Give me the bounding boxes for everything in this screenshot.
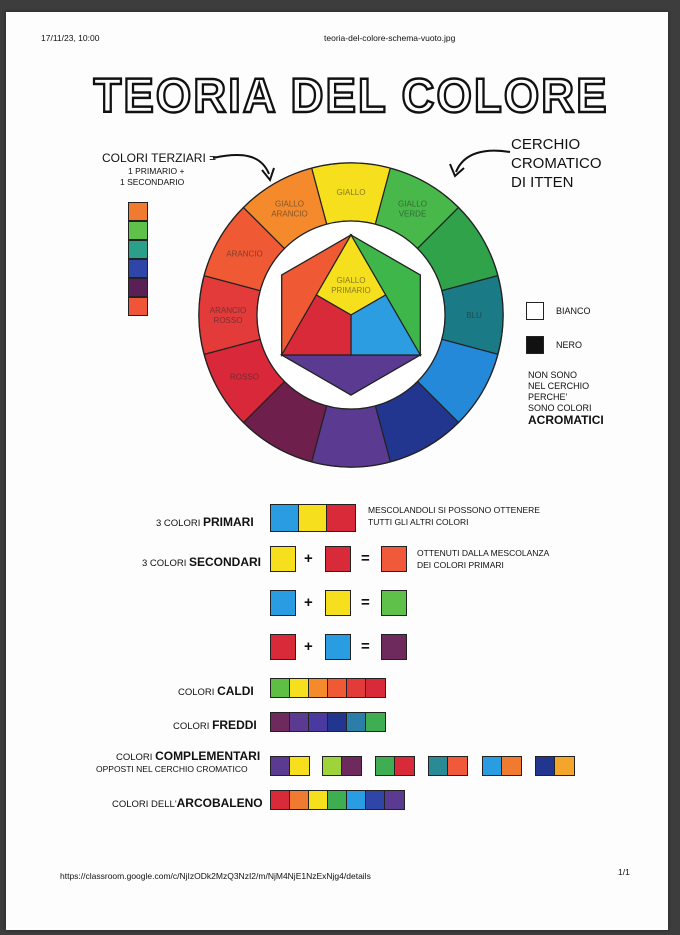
color-swatch [309, 791, 328, 809]
color-swatch [323, 757, 342, 775]
plus-sign: + [304, 550, 313, 567]
white-swatch [526, 302, 544, 320]
color-swatch [429, 757, 448, 775]
terziari-line1: 1 PRIMARIO + [128, 166, 185, 176]
color-swatch [395, 757, 414, 775]
wheel-segment-label: VERDE [398, 209, 427, 219]
color-swatch [290, 679, 309, 697]
primari-note2: TUTTI GLI ALTRI COLORI [368, 517, 469, 527]
black-swatch [526, 336, 544, 354]
color-swatch [290, 791, 309, 809]
caldi-strip [270, 678, 386, 698]
acromatici-l2: NEL CERCHIO [528, 381, 590, 391]
nero-label: NERO [556, 340, 583, 350]
color-swatch [271, 791, 290, 809]
primari-pre: 3 COLORI [156, 518, 203, 529]
color-swatch [366, 791, 385, 809]
terziari-heading: COLORI TERZIARI = [102, 151, 217, 165]
complementary-pair [428, 756, 468, 776]
plus-sign: + [304, 638, 313, 655]
cerchio-line1: CERCHIO [511, 136, 581, 153]
complementari-strong: COMPLEMENTARI [155, 749, 261, 763]
wheel-segment-label: ARANCIO [209, 306, 247, 315]
arcobaleno-label [112, 797, 263, 811]
arcobaleno-strong: ARCOBALENO [176, 796, 263, 810]
wheel-segment-label: ROSSO [213, 316, 243, 325]
secondari-strong: SECONDARI [189, 555, 262, 569]
color-wheel [196, 160, 506, 470]
mix-result [381, 590, 407, 616]
terziari-swatch [128, 297, 148, 316]
mix-color-a [270, 634, 296, 660]
color-swatch [502, 757, 521, 775]
wheel-segment-label: ARANCIO [271, 209, 308, 219]
caldi-label [178, 685, 254, 699]
print-date: 17/11/23, 10:00 [41, 33, 100, 43]
freddi-strong: FREDDI [212, 718, 257, 732]
color-swatch [290, 713, 309, 731]
freddi-strip [270, 712, 386, 732]
secondari-note2: DEI COLORI PRIMARI [417, 560, 504, 570]
complementary-pair [270, 756, 310, 776]
equals-sign: = [361, 638, 370, 655]
color-swatch [328, 713, 347, 731]
primari-label [156, 516, 254, 530]
terziari-swatch [128, 259, 148, 278]
mix-color-b [325, 590, 351, 616]
color-swatch [271, 679, 290, 697]
color-swatch [385, 791, 404, 809]
color-swatch [448, 757, 467, 775]
color-swatch [536, 757, 555, 775]
color-swatch [347, 791, 366, 809]
title-text: TEORIA DEL COLORE [93, 70, 609, 122]
secondari-pre: 3 COLORI [142, 558, 189, 569]
page-title [86, 64, 616, 122]
footer-url: https://classroom.google.com/c/NjIzODk2MzQ3NzI2/m/NjM4NjE1NzExNjg4/details [60, 871, 371, 881]
wheel-segment-label: GIALLO [398, 199, 427, 209]
cerchio-line2: CROMATICO [511, 155, 602, 172]
mix-color-a [270, 590, 296, 616]
complementari-label [116, 750, 260, 764]
terziari-swatch [128, 278, 148, 297]
color-swatch [376, 757, 395, 775]
acromatici-l4: SONO COLORI [528, 403, 592, 413]
primari-strip [270, 504, 356, 532]
freddi-label [173, 719, 257, 733]
color-swatch [342, 757, 361, 775]
acromatici-l5: ACROMATICI [528, 413, 604, 427]
color-swatch [309, 679, 328, 697]
terziari-swatch [128, 221, 148, 240]
wheel-segment-label: ROSSO [230, 372, 259, 382]
freddi-pre: COLORI [173, 721, 213, 732]
terziari-swatch [128, 240, 148, 259]
color-swatch [328, 791, 347, 809]
equals-sign: = [361, 594, 370, 611]
cerchio-line3: DI ITTEN [511, 174, 574, 191]
color-swatch [366, 679, 385, 697]
caldi-strong: CALDI [217, 684, 254, 698]
primari-note1: MESCOLANDOLI SI POSSONO OTTENERE [368, 505, 540, 515]
terziari-swatch [128, 202, 148, 221]
acromatici-l3: PERCHE' [528, 392, 568, 402]
scanned-page [6, 12, 668, 930]
color-swatch [347, 713, 366, 731]
acromatici-l1: NON SONO [528, 370, 578, 380]
secondari-label [142, 556, 261, 570]
complementari-pre: COLORI [116, 752, 156, 763]
mix-result [381, 634, 407, 660]
color-swatch [555, 757, 574, 775]
complementary-pair [375, 756, 415, 776]
hexagon-label: PRIMARIO [331, 286, 371, 295]
wheel-segment-label: BLU [466, 311, 482, 320]
color-swatch [327, 505, 355, 531]
secondari-note1: OTTENUTI DALLA MESCOLANZA [417, 548, 550, 558]
color-swatch [271, 505, 299, 531]
caldi-pre: COLORI [178, 687, 218, 698]
color-swatch [328, 679, 347, 697]
mix-color-b [325, 634, 351, 660]
bianco-label: BIANCO [556, 306, 591, 316]
complementary-pair [535, 756, 575, 776]
footer-page: 1/1 [618, 867, 630, 877]
color-swatch [290, 757, 309, 775]
equals-sign: = [361, 550, 370, 567]
mix-color-b [325, 546, 351, 572]
wheel-segment-label: GIALLO [336, 188, 366, 197]
terziari-line2: 1 SECONDARIO [120, 177, 185, 187]
complementary-pair [322, 756, 362, 776]
plus-sign: + [304, 594, 313, 611]
arcobaleno-pre: COLORI DELL' [112, 799, 177, 810]
complementari-sub: OPPOSTI NEL CERCHIO CROMATICO [96, 764, 248, 774]
wheel-segment-label: GIALLO [275, 199, 304, 209]
color-swatch [271, 757, 290, 775]
color-swatch [347, 679, 366, 697]
mix-result [381, 546, 407, 572]
complementary-pair [482, 756, 522, 776]
arcobaleno-strip [270, 790, 405, 810]
color-swatch [309, 713, 328, 731]
print-filename: teoria-del-colore-schema-vuoto.jpg [324, 33, 456, 43]
color-swatch [271, 713, 290, 731]
color-swatch [366, 713, 385, 731]
primari-strong: PRIMARI [203, 515, 254, 529]
mix-color-a [270, 546, 296, 572]
color-swatch [483, 757, 502, 775]
color-swatch [299, 505, 327, 531]
hexagon-label: GIALLO [336, 276, 366, 285]
wheel-segment-label: ARANCIO [226, 249, 263, 259]
